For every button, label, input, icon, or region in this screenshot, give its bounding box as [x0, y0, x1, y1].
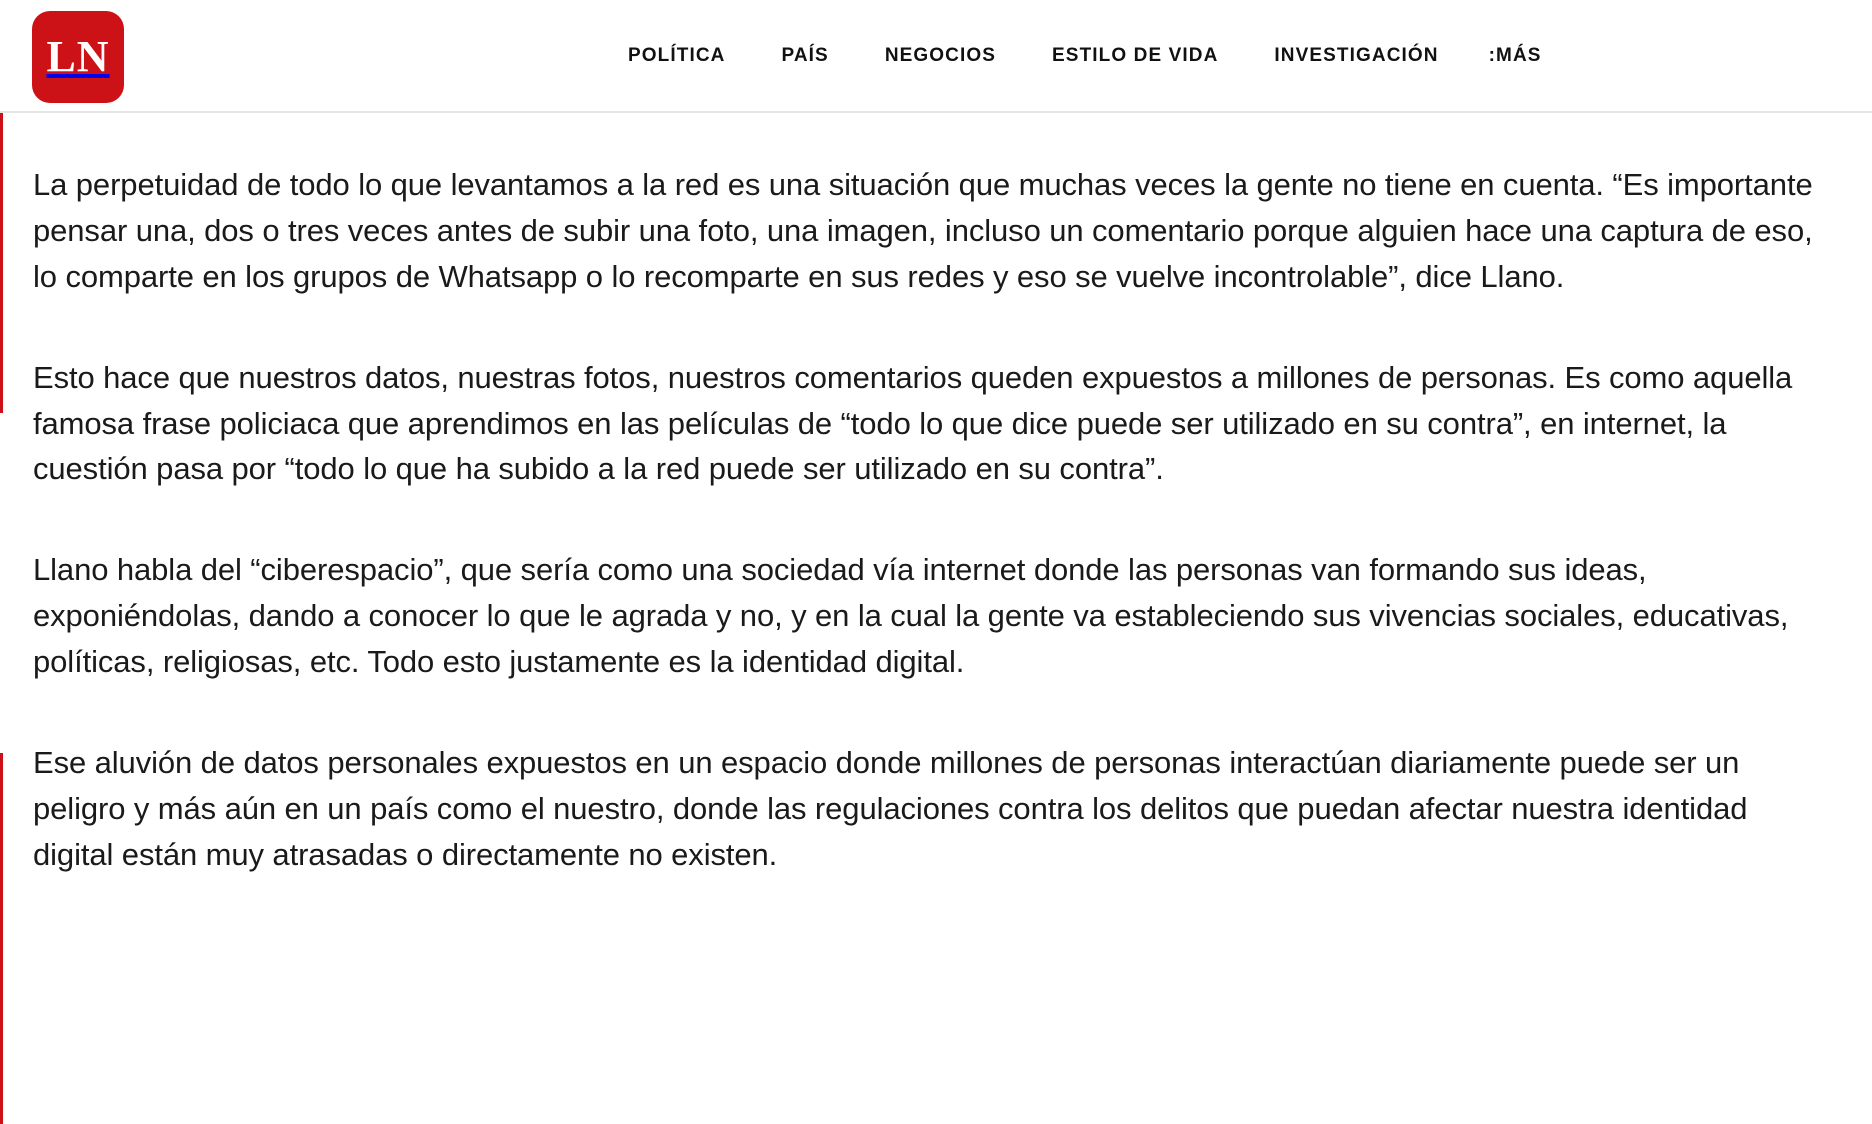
article-paragraph: Llano habla del “ciberespacio”, que sería como una sociedad vía internet donde las personas van formando sus ideas, exponiéndolas, dando a conocer lo que le agrada y no, y en la cual la gente va estableciendo sus vivencias sociales, educativas, políticas, religiosas, etc. Todo esto justamente es la identidad digital.: [33, 552, 1789, 679]
article-body: [0, 113, 1872, 878]
nav-item-investigacion[interactable]: INVESTIGACIÓN: [1274, 44, 1439, 66]
article-paragraph: La perpetuidad de todo lo que levantamos a la red es una situación que muchas veces la gente no tiene en cuenta. “Es importante pensar una, dos o tres veces antes de subir una foto, una imagen, incluso un comentario porque alguien hace una captura de eso, lo comparte en los grupos de Whatsapp o lo recomparte en sus redes y eso se vuelve incontrolable”, dice Llano.: [33, 167, 1813, 294]
nav-item-pais[interactable]: PAÍS: [781, 44, 829, 66]
nav-item-estilo-de-vida[interactable]: ESTILO DE VIDA: [1052, 44, 1219, 66]
article-paragraph: Esto hace que nuestros datos, nuestras fotos, nuestros comentarios queden expuestos a millones de personas. Es como aquella famosa frase policiaca que aprendimos en las películas de “todo lo que dice puede ser utilizado en su contra”, en internet, la cuestión pasa por “todo lo que ha subido a la red puede ser utilizado en su contra”.: [33, 359, 1793, 487]
main-navigation: [600, 0, 1564, 111]
nav-item-negocios[interactable]: NEGOCIOS: [884, 44, 997, 66]
nav-more-menu[interactable]: :MÁS: [1488, 44, 1542, 66]
site-header: [0, 0, 1872, 113]
nav-item-politica[interactable]: POLÍTICA: [628, 44, 726, 66]
logo-text: LN: [46, 32, 110, 81]
header-inner: [0, 0, 1872, 111]
article-paragraph: Ese aluvión de datos personales expuestos en un espacio donde millones de personas interactúan diariamente puede ser un peligro y más aún en un país como el nuestro, donde las regulaciones contra los delitos que puedan afectar nuestra identidad digital están muy atrasadas o directamente no existen.: [33, 744, 1748, 872]
la-nacion-logo[interactable]: [32, 11, 124, 103]
article-container: [0, 113, 1872, 878]
